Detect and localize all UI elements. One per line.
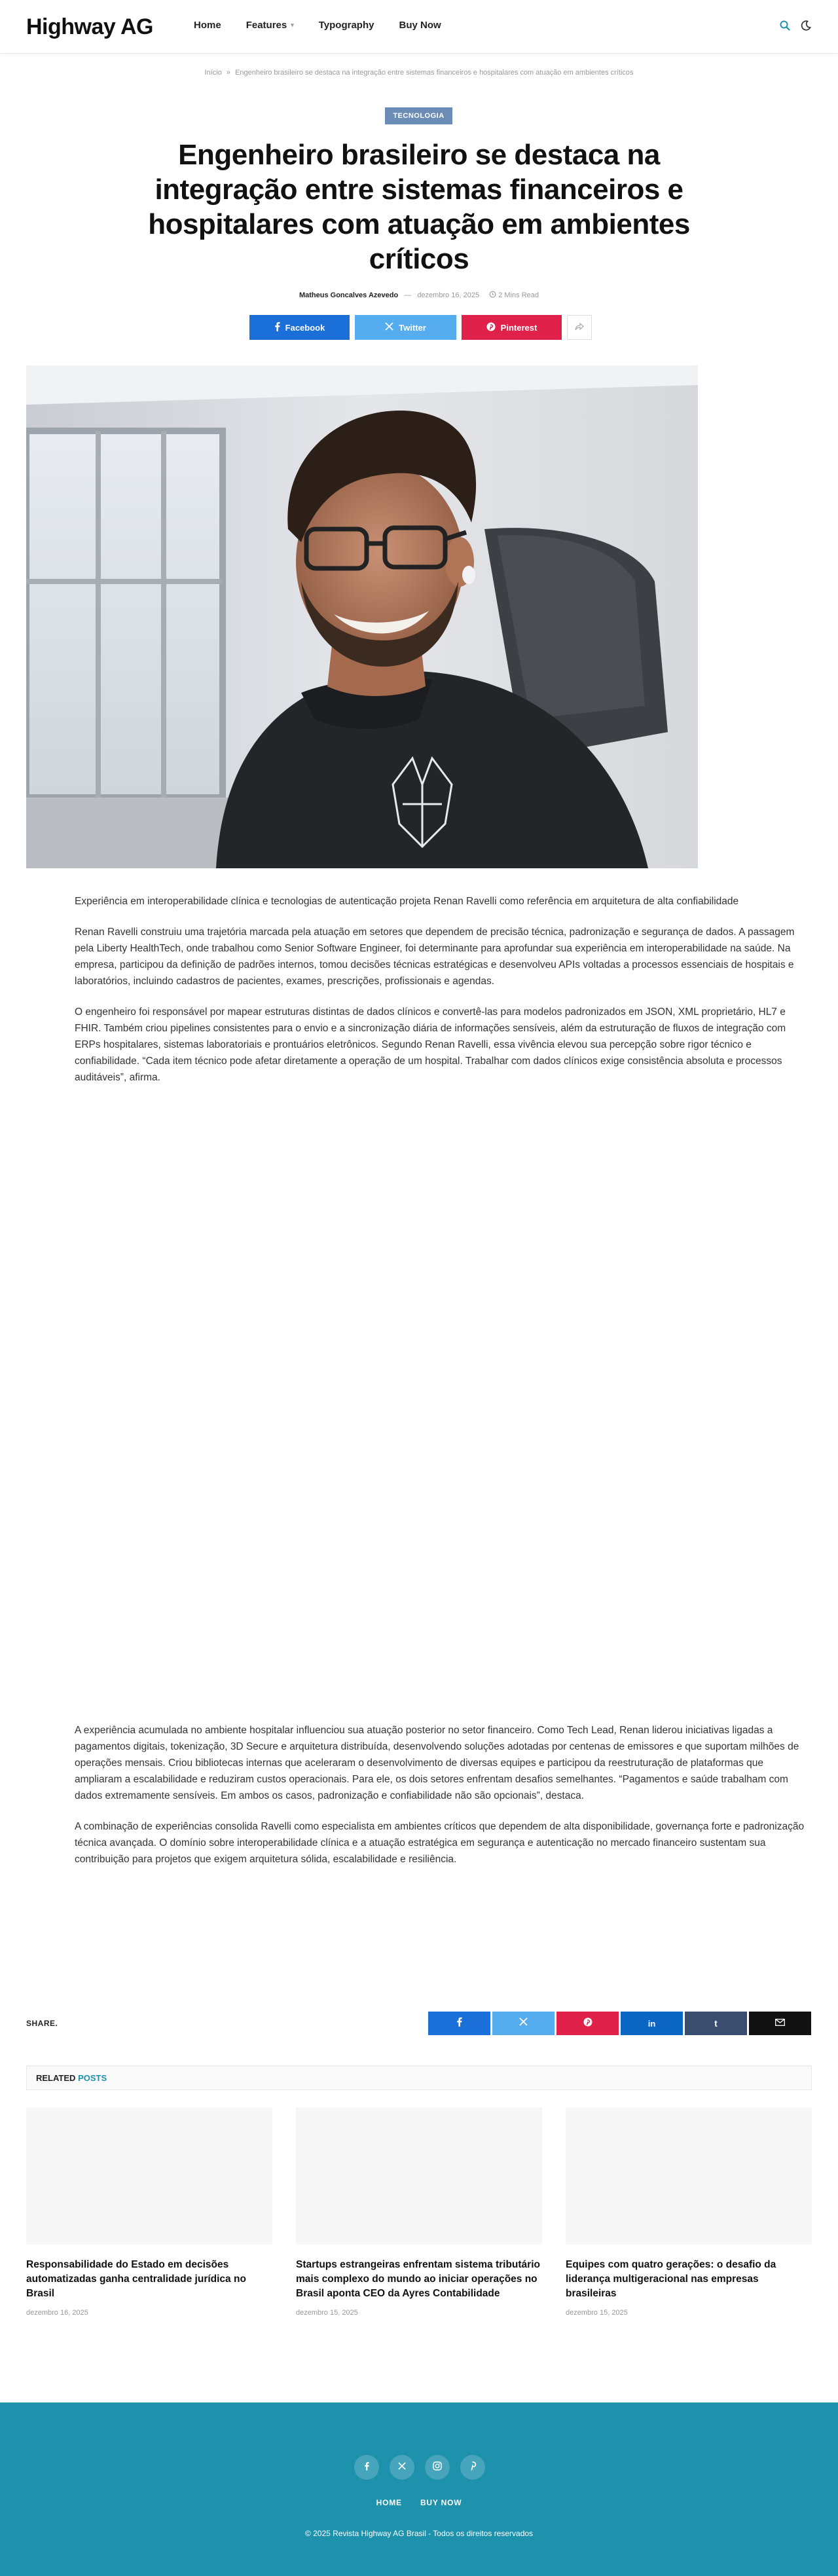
share-arrow-icon [575,323,584,333]
article-title: Engenheiro brasileiro se destaca na integração entre sistemas financeiros e hospitalares com atuação em ambientes críticos [148,139,690,275]
dark-mode-icon[interactable] [800,20,812,31]
x-icon [385,322,393,333]
share-buttons-top [249,315,592,340]
article-lead: Experiência em interoperabilidade clínica e tecnologias de autenticação projeta Renan Ravelli como referência em arquitetura de alta confiabilidade [75,896,739,907]
related-heading-b: POSTS [78,2073,107,2083]
breadcrumb-separator: » [226,69,231,77]
share-pinterest-button[interactable] [462,315,562,340]
search-icon[interactable] [779,20,791,31]
author-name[interactable]: Matheus Goncalves Azevedo [299,291,399,299]
site-footer [0,2402,838,2576]
article-paragraph: A combinação de experiências consolida Ravelli como especialista em ambientes críticos que dependem de alta disponibilidade, governança forte e padronização técnica avançada. O domínio sobre interoperabilidade clínica e a atuação estratégica em segurança e autenticação no mercado financeiro sustentam sua contribuição para projetos que exigem arquitetura sólida, escalabilidade e resiliência. [75,1821,805,1865]
article-paragraph: Renan Ravelli construiu uma trajetória marcada pela atuação em setores que dependem de precisão técnica, padronização e segurança de dados. A passagem pela Liberty HealthTech, onde trabalhou como Senior Software Engineer, foi determinante para aprofundar sua experiência em interoperabilidade na saúde. Na empresa, participou da definição de padrões internos, tomou decisões técnicas estratégicas e desenvolveu APIs voltadas a processos essenciais de hospitais e laboratórios, incluindo cadastros de pacientes, exames, prescrições, profissionais e agendas. [75,927,795,987]
post-date: dezembro 16, 2025 [417,291,480,299]
related-post-thumbnail[interactable] [566,2107,812,2245]
share-twitter-label: Twitter [399,322,426,333]
footer-instagram[interactable] [425,2455,450,2480]
share-bar-bottom [26,2012,812,2035]
featured-image [26,365,698,868]
instagram-icon [433,2461,442,2474]
share-facebook-button[interactable] [249,315,350,340]
nav-features[interactable] [246,20,294,31]
related-post-card[interactable] [296,2107,542,2317]
header-tools [779,20,812,31]
related-post-title[interactable]: Equipes com quatro gerações: o desafio da liderança multigeracional nas empresas brasileiras [566,2259,776,2299]
x-icon [519,2017,528,2029]
footer-facebook[interactable] [354,2455,379,2480]
nav-buy-now[interactable]: Buy Now [399,20,441,31]
tumblr-icon: t [714,2018,718,2029]
related-post-date: dezembro 15, 2025 [566,2309,628,2317]
related-post-date: dezembro 15, 2025 [296,2309,358,2317]
share-facebook-label: Facebook [285,322,325,333]
footer-copyright: © 2025 Revista Highway AG Brasil - Todos os direitos reservados [304,2529,534,2538]
related-heading-a: RELATED [36,2073,76,2083]
footer-social [354,2455,485,2480]
related-post-card[interactable] [26,2107,272,2317]
related-post-thumbnail[interactable] [26,2107,272,2245]
x-icon [398,2461,406,2473]
related-post-title[interactable]: Responsabilidade do Estado em decisões automatizadas ganha centralidade jurídica no Brasil [26,2259,246,2299]
footer-nav-buy-now[interactable]: BUY NOW [420,2498,462,2507]
pinterest-icon [583,2017,592,2030]
share-label: SHARE. [26,2019,58,2028]
article-body-bottom [75,1722,811,1882]
chevron-down-icon: ▾ [291,22,294,28]
breadcrumb-current: Engenheiro brasileiro se destaca na integração entre sistemas financeiros e hospitalares com atuação em ambientes críticos [235,69,634,77]
related-post-title[interactable]: Startups estrangeiras enfrentam sistema tributário mais complexo do mundo ao iniciar operações no Brasil aponta CEO da Ayres Contabilidade [296,2259,540,2299]
share-email[interactable] [749,2012,811,2035]
nav-typography[interactable]: Typography [318,20,374,31]
related-post-date: dezembro 16, 2025 [26,2309,88,2317]
facebook-icon [274,322,280,333]
footer-nav-home[interactable]: HOME [376,2498,402,2507]
site-logo[interactable]: Highway AG [26,14,153,39]
email-icon [775,2017,785,2029]
meta-separator: — [404,291,412,299]
breadcrumb [0,69,838,77]
article-paragraph: A experiência acumulada no ambiente hospitalar influenciou sua atuação posterior no setor financeiro. Como Tech Lead, Renan liderou iniciativas ligadas a pagamentos digitais, tokenização, 3D Secure e arquitetura distribuída, desenvolvendo soluções adotadas por centenas de emissores e que suportam milhões de operações mensais. Criou bibliotecas internas que aceleraram o desenvolvimento de diversas equipes e participou da reestruturação de plataformas que ampliaram a escalabilidade e reduziram custos operacionais. Para ele, os dois setores enfrentam desafios semelhantes. “Pagamentos e saúde trabalham com dados extremamente sensíveis. Em ambos os casos, padronização e confiabilidade não são opcionais”, destaca. [75,1725,799,1801]
read-time: 2 Mins Read [498,291,539,299]
linkedin-icon: in [647,2018,656,2029]
article-paragraph: O engenheiro foi responsável por mapear estruturas distintas de dados clínicos e convertê-las para modelos padronizados em JSON, XML proprietário, HL7 e FHIR. Também criou pipelines consistentes para o envio e a sincronização diária de informações sensíveis, além da estruturação de fluxos de integração com ERPs hospitalares, sistemas laboratoriais e prontuários eletrônicos. Segundo Renan Ravelli, essa vivência elevou sua percepção sobre rigor técnico e confiabilidade. “Cada item técnico pode afetar diretamente a operação de um hospital. Trabalhar com dados clínicos exige consistência absoluta e processos auditáveis”, afirma. [75,1006,786,1083]
site-header [0,0,838,54]
share-pinterest-label: Pinterest [500,322,537,333]
related-post-card[interactable] [566,2107,812,2317]
article-body-top [75,893,811,1100]
main-nav [194,20,466,31]
nav-home[interactable]: Home [194,20,221,31]
share-twitter-button[interactable] [355,315,456,340]
related-post-thumbnail[interactable] [296,2107,542,2245]
share-tumblr[interactable] [685,2012,747,2035]
article-meta [0,291,838,299]
share-facebook[interactable] [428,2012,490,2035]
footer-x[interactable] [390,2455,414,2480]
pinterest-icon [469,2461,477,2474]
nav-features-label: Features [246,20,287,31]
footer-pinterest[interactable] [460,2455,485,2480]
clock-icon [489,291,498,299]
pinterest-icon [486,322,496,333]
category-badge[interactable]: TECNOLOGIA [385,107,452,124]
share-x[interactable] [492,2012,555,2035]
share-linkedin[interactable] [621,2012,683,2035]
facebook-icon [364,2461,369,2474]
share-pinterest[interactable] [556,2012,619,2035]
breadcrumb-home[interactable]: Início [204,69,222,77]
share-icons [428,2012,811,2035]
footer-nav [0,2498,838,2507]
share-more-button[interactable] [567,315,592,340]
related-posts-heading [26,2065,812,2090]
facebook-icon [456,2017,462,2030]
